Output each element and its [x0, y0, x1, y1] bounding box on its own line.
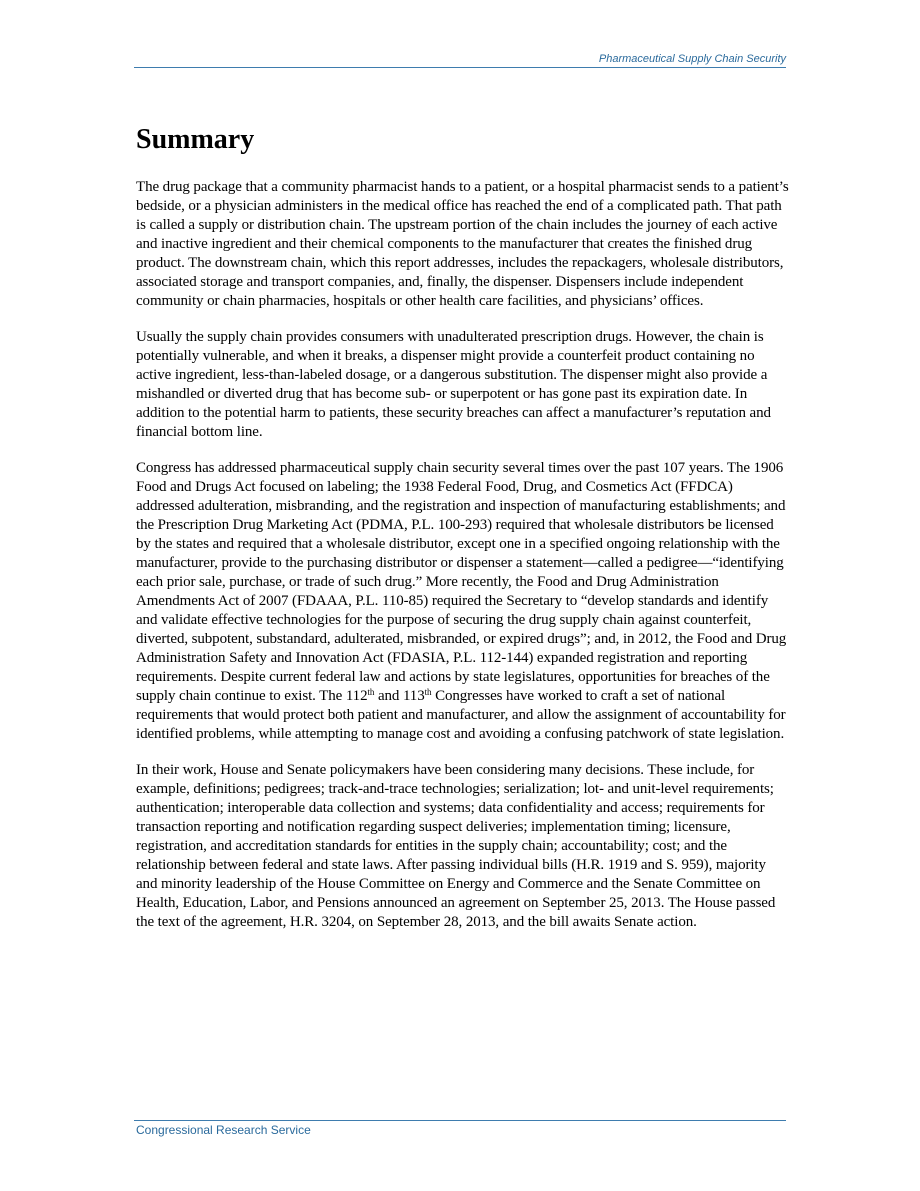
paragraph-3: [136, 459, 790, 744]
paragraph-4: In their work, House and Senate policymakers have been considering many decisions. These include, for example, definitions; pedigrees; track-and-trace technologies; serialization; lot- and unit-level requirements; authentication; interoperable data collection and systems; data confidentiality and access; requirements for transaction reporting and notification regarding suspect deliveries; implementation timing; licensure, registration, and accreditation standards for entities in the supply chain; accountability; cost; and the relationship between federal and state laws. After passing individual bills (H.R. 1919 and S. 959), majority and minority leadership of the House Committee on Energy and Commerce and the Senate Committee on Health, Education, Labor, and Pensions announced an agreement on September 25, 2013. The House passed the text of the agreement, H.R. 3204, on September 28, 2013, and the bill awaits Senate action.: [136, 762, 776, 930]
paragraph-3-part-1: Congress has addressed pharmaceutical supply chain security several times over the past 107 years. The 1906 Food and Drugs Act focused on labeling; the 1938 Federal Food, Drug, and Cosmetics Act (FFDCA) addressed adulteration, misbranding, and the registration and inspection of manufacturing establishments; and the Prescription Drug Marketing Act (PDMA, P.L. 100-293) required that wholesale distributors be licensed by the states and required that a wholesale distributor, except one in a specified ongoing relationship with the manufacturer, provide to the purchasing distributor or dispenser a statement—called a pedigree—“identifying each prior sale, purchase, or trade of such drug.” More recently, the Food and Drug Administration Amendments Act of 2007 (FDAAA, P.L. 110-85) required the Secretary to “develop standards and identify and validate effective technologies for the purpose of securing the drug supply chain against counterfeit, diverted, subpotent, substandard, adulterated, misbranded, or expired drugs”; and, in 2012, the Food and Drug Administration Safety and Innovation Act (FDASIA, P.L. 112-144) expanded registration and reporting requirements. Despite current federal law and actions by state legislatures, opportunities for breaches of the supply chain continue to exist. The 112: [136, 460, 787, 704]
ordinal-suffix-112: th: [367, 687, 375, 697]
paragraph-2: Usually the supply chain provides consumers with unadulterated prescription drugs. However, the chain is potentially vulnerable, and when it breaks, a dispenser might provide a counterfeit product containing no active ingredient, less-than-labeled dosage, or a dangerous substitution. The dispenser might also provide a mishandled or diverted drug that has become sub- or superpotent or has gone past its expiration date. In addition to the potential harm to patients, these security breaches can affect a manufacturer’s reputation and financial bottom line.: [136, 329, 771, 440]
paragraph-3-part-2: and 113: [374, 688, 425, 704]
header-rule: [134, 67, 786, 68]
ordinal-suffix-113: th: [424, 687, 432, 697]
summary-body: [136, 178, 790, 949]
paragraph-3-part-3: Congresses have worked to craft a set of national requirements that would protect both patient and manufacturer, and allow the assignment of accountability for identified problems, while attempting to manage cost and avoiding a confusing patchwork of state legislation.: [136, 688, 786, 742]
running-header: Pharmaceutical Supply Chain Security: [598, 53, 786, 65]
paragraph-1: The drug package that a community pharmacist hands to a patient, or a hospital pharmacist sends to a patient’s bedside, or a physician administers in the medical office has reached the end of a complicated path. That path is called a supply or distribution chain. The upstream portion of the chain includes the journey of each active and inactive ingredient and their chemical components to the manufacturer that creates the finished drug product. The downstream chain, which this report addresses, includes the repackagers, wholesale distributors, associated storage and transport companies, and, finally, the dispenser. Dispensers include independent community or chain pharmacies, hospitals or other health care facilities, and physicians’ offices.: [136, 179, 789, 309]
footer-rule: [134, 1120, 786, 1121]
footer-publisher: Congressional Research Service: [136, 1123, 311, 1137]
page-title: Summary: [136, 124, 255, 155]
